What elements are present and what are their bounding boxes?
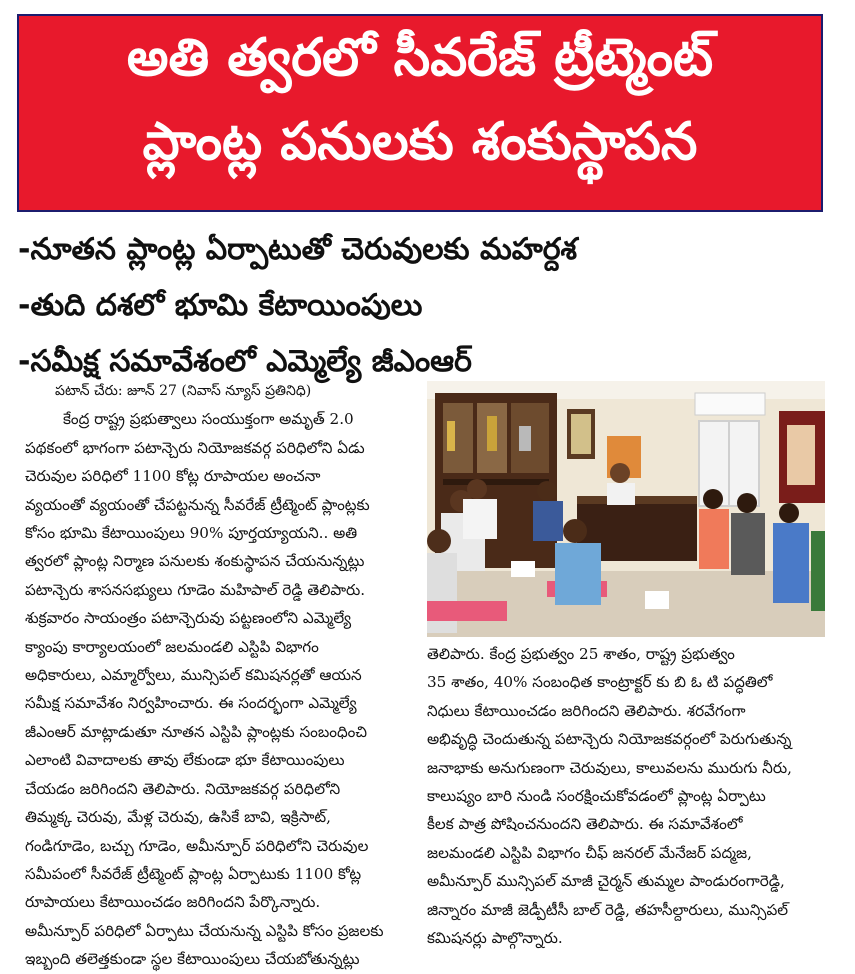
article-left-column xyxy=(25,377,423,974)
article-line: పటాన్చెరు శాసనసభ్యులు గూడెం మహిపాల్ రెడ్డి తెలిపారు. xyxy=(25,580,366,599)
article-line: 35 శాతం, 40% సంబంధిత కాంట్రాక్టర్ కు బి ఓ టి పద్ధతిలో xyxy=(427,673,773,692)
subheading-1: -నూతన ప్లాంట్ల ఏర్పాటుతో చెరువులకు మహర్దశ xyxy=(18,232,577,267)
article-line: చెరువుల పరిధిలో 1100 కోట్ల రూపాయల అంచనా xyxy=(25,467,321,486)
article-line: అమీన్పూర్ మున్సిపల్ మాజీ చైర్మన్ తుమ్మల పాండురంగారెడ్డి, xyxy=(427,872,785,891)
dateline: పటాన్ చేరు: జూన్ 27 (నివాస్ న్యూస్ ప్రతినిధి) xyxy=(55,383,312,399)
article-line: జీఎంఆర్ మాట్లాడుతూ నూతన ఎస్టిపి ప్లాంట్లకు సంబంధించి xyxy=(25,722,368,741)
headline-banner xyxy=(17,14,823,212)
article-line: నిధులు కేటాయించడం జరిగిందని తెలిపారు. శరవేగంగా xyxy=(427,701,746,720)
article-line: రూపాయలు కేటాయించడం జరిగిందని పేర్కొన్నారు. xyxy=(25,893,321,912)
article-line: జలమండలి ఎస్టిపి విభాగం చీఫ్ జనరల్ మేనేజర్ పద్మజ, xyxy=(427,843,752,862)
article-line: పథకంలో భాగంగా పటాన్చెరు నియోజకవర్గ పరిధిలోని ఏడు xyxy=(25,438,365,457)
article-right-column xyxy=(427,640,827,952)
meeting-photo-icon xyxy=(427,381,825,637)
article-line: చేయడం జరిగిందని తెలిపారు. నియోజకవర్గ పరిధిలోని xyxy=(25,779,341,798)
meeting-photo xyxy=(427,381,825,637)
article-line: జిన్నారం మాజీ జెడ్పీటీసీ బాల్ రెడ్డి, తహసీల్దారులు, మున్సిపల్ xyxy=(427,900,789,919)
subheading-3: -సమీక్ష సమావేశంలో ఎమ్మెల్యే జీఎంఆర్ xyxy=(18,344,472,379)
article-line: అమీన్పూర్ పరిధిలో ఏర్పాటు చేయనున్న ఎస్టిపి కోసం ప్రజలకు xyxy=(25,921,384,940)
article-line: కాలుష్యం బారి నుండి సంరక్షించుకోవడంలో ప్లాంట్ల ఏర్పాటు xyxy=(427,787,766,806)
article-line: కీలక పాత్ర పోషించనుందని తెలిపారు. ఈ సమావేశంలో xyxy=(427,815,743,834)
article-line: అధికారులు, ఎమ్మార్వోలు, మున్సిపల్ కమిషనర్లతో ఆయన xyxy=(25,666,362,685)
article-line: క్యాంపు కార్యాలయంలో జలమండలి ఎస్టిపి విభాగం xyxy=(25,637,319,656)
article-line: కేంద్ర రాష్ట్ర ప్రభుత్వాలు సంయుక్తంగా అమృత్ 2.0 xyxy=(63,410,354,429)
article-line: ఇబ్బంది తలెత్తకుండా స్థల కేటాయింపులు చేయబోతున్నట్లు xyxy=(25,950,360,969)
subheading-2: -తుది దశలో భూమి కేటాయింపులు xyxy=(18,288,423,323)
article-line: సమీక్ష సమావేశం నిర్వహించారు. ఈ సందర్భంగా ఎమ్మెల్యే xyxy=(25,694,357,713)
article-line: అభివృద్ధి చెందుతున్న పటాన్చెరు నియోజకవర్గంలో పెరుగుతున్న xyxy=(427,730,792,749)
article-line: వ్యయంతో వ్యయంతో చేపట్టనున్న సీవరేజ్ ట్రీట్మెంట్ ప్లాంట్లకు xyxy=(25,495,370,514)
article-line: సమీపంలో సీవరేజ్ ట్రీట్మెంట్ ప్లాంట్ల ఏర్పాటుకు 1100 కోట్ల xyxy=(25,864,362,883)
headline-line-1: అతి త్వరలో సీవరేజ్ ట్రీట్మెంట్ xyxy=(126,28,714,88)
article-line: గండిగూడెం, బచ్చు గూడెం, అమీన్పూర్ పరిధిలోని చెరువుల xyxy=(25,836,369,855)
article-line: జనాభాకు అనుగుణంగా చెరువులు, కాలువలను మురుగు నీరు, xyxy=(427,758,792,777)
subheadings xyxy=(18,222,838,390)
article-line: త్వరలో ప్లాంట్ల నిర్మాణ పనులకు శంకుస్థాపన చేయనున్నట్లు xyxy=(25,552,365,571)
article-line: తెలిపారు. కేంద్ర ప్రభుత్వం 25 శాతం, రాష్ట్ర ప్రభుత్వం xyxy=(427,645,735,663)
article-line: ఎలాంటి వివాదాలకు తావు లేకుండా భూ కేటాయింపులు xyxy=(25,751,345,770)
headline-line-2: ప్లాంట్ల పనులకు శంకుస్థాపన xyxy=(142,112,698,172)
article-line: శుక్రవారం సాయంత్రం పటాన్చెరువు పట్టణంలోని ఎమ్మెల్యే xyxy=(25,609,352,628)
article-line: తిమ్మక్క చెరువు, మేళ్ల చెరువు, ఉసికే బావి, ఇక్రిసాట్, xyxy=(25,808,331,827)
article-line: కమిషనర్లు పాల్గొన్నారు. xyxy=(427,929,563,948)
article-line: కోసం భూమి కేటాయింపులు 90% పూర్తయ్యాయని.. అతి xyxy=(25,524,358,543)
